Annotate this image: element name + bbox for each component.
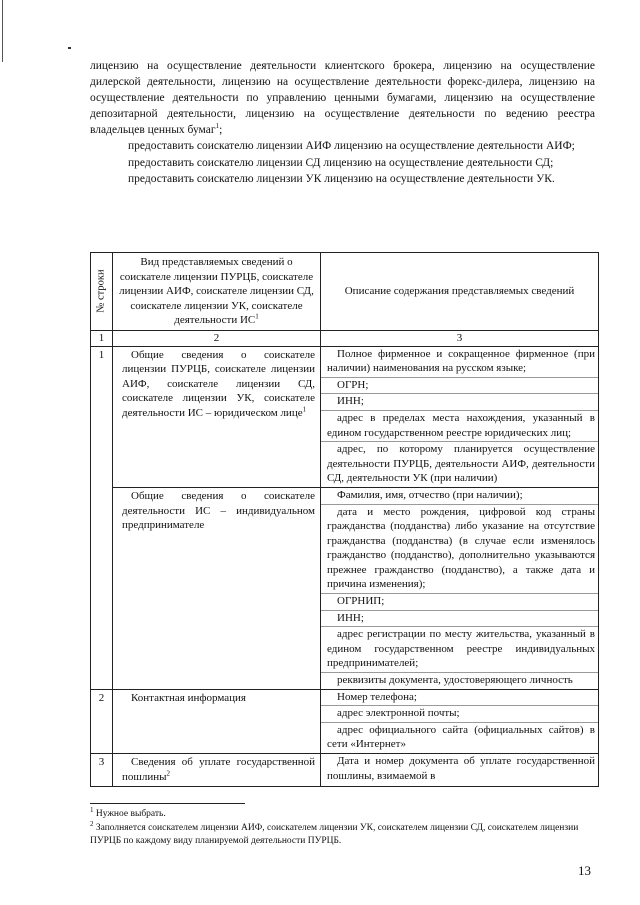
intro-paragraph-4: предоставить соискателю лицензии УК лицензию на осуществление деятельности УК. (128, 172, 555, 185)
description-cell (321, 689, 599, 753)
table-row (91, 487, 599, 689)
table-row (91, 689, 599, 753)
info-kind-cell: Общие сведения о соискателе лицензии ПУРЦБ, соискателе лицензии АИФ, соискателе лицензии СД, соискателе лицензии УК, соискателе деятельности ИС – юридическом лице$^1$ (113, 346, 321, 487)
info-kind-cell: Контактная информация (113, 689, 321, 753)
scan-mark (68, 47, 71, 49)
description-item: ОГРН; (321, 378, 598, 395)
footnotes (90, 805, 600, 849)
column-number-row (91, 330, 599, 346)
description-item: адрес, по которому планируется осуществление деятельности ПУРЦБ, деятельности АИФ, деятельности СД, деятельности УК (при наличии) (327, 443, 595, 485)
description-item: адрес регистрации по месту жительства, указанный в едином государственном реестре индивидуальных предпринимателей; (321, 627, 598, 673)
info-kind-cell: Сведения об уплате государственной пошлины$^2$ (113, 754, 321, 787)
footnote-separator (90, 803, 245, 804)
row-number: 3 (91, 754, 113, 787)
page-number: 13 (578, 863, 591, 878)
row-number: 1 (91, 346, 113, 689)
table-row (91, 754, 599, 787)
header-description: Описание содержания представляемых сведений (321, 253, 599, 331)
intro-paragraph-2: предоставить соискателю лицензии АИФ лицензию на осуществление деятельности АИФ; (128, 140, 575, 153)
description-cell (321, 346, 599, 487)
intro-paragraph-3: предоставить соискателю лицензии СД лицензию на осуществление деятельности СД; (128, 156, 554, 169)
column-number: 3 (321, 330, 599, 346)
description-item: Фамилия, имя, отчество (при наличии); (321, 488, 598, 505)
description-item: адрес электронной почты; (321, 706, 598, 723)
description-item: адрес официального сайта (официальных сайтов) в сети «Интернет» (327, 723, 595, 751)
description-item: ИНН; (321, 611, 598, 628)
description-item: Полное фирменное и сокращенное фирменное (при наличии) наименования на русском языке; (321, 347, 598, 378)
intro-paragraph-1: лицензию на осуществление деятельности клиентского брокера, лицензию на осуществление дилерской деятельности, лицензию на осуществление деятельности форекс-дилера, лицензию на осуществление деятельности по управлению ценными бумагами, лицензию на осуществление депозитарной деятельности, лицензию на осуществление деятельности по ведению реестра владельцев ценных бумаг$^1$; (90, 60, 595, 137)
description-item: Дата и номер документа об уплате государственной пошлины, взимаемой в (327, 755, 595, 782)
intro-text (90, 58, 595, 187)
row-number: 2 (91, 689, 113, 753)
left-margin-line (2, 0, 3, 62)
footnote-ref: 1 (215, 122, 220, 131)
column-number: 2 (113, 330, 321, 346)
table-header-row (91, 253, 599, 331)
description-item: дата и место рождения, цифровой код страны гражданства (подданства) либо указание на отсутствие гражданства (подданства) (в случае если изменялось гражданство (подданство), дополнительно указываются прежнее гражданство (подданство), а также дата и причина изменения); (321, 505, 598, 595)
table-row (91, 346, 599, 487)
description-item: реквизиты документа, удостоверяющего личность (337, 674, 573, 687)
header-info-kind: Вид представляемых сведений о соискателе лицензии ПУРЦБ, соискателе лицензии АИФ, соискателе лицензии СД, соискателе лицензии УК, соискателе деятельности $ИС^1$ (113, 253, 321, 331)
description-item: ОГРНИП; (321, 594, 598, 611)
footnote: $^1$ Нужное выбрать. (90, 805, 166, 819)
description-item: Номер телефона; (321, 690, 598, 707)
description-cell (321, 754, 599, 787)
column-number: 1 (91, 330, 113, 346)
information-table (90, 252, 599, 787)
description-item: адрес в пределах места нахождения, указанный в едином государственном реестре юридических лиц; (321, 411, 598, 442)
header-row-number: № строки (91, 253, 113, 331)
description-item: ИНН; (321, 394, 598, 411)
description-cell (321, 487, 599, 689)
info-kind-cell: Общие сведения о соискателе деятельности ИС – индивидуальном предпринимателе (113, 487, 321, 689)
footnote: $^2$ Заполняется соискателем лицензии АИФ, соискателем лицензии УК, соискателем лицензии СД, соискателем лицензии ПУРЦБ по каждому виду планируемой деятельности ПУРЦБ. (90, 819, 579, 846)
